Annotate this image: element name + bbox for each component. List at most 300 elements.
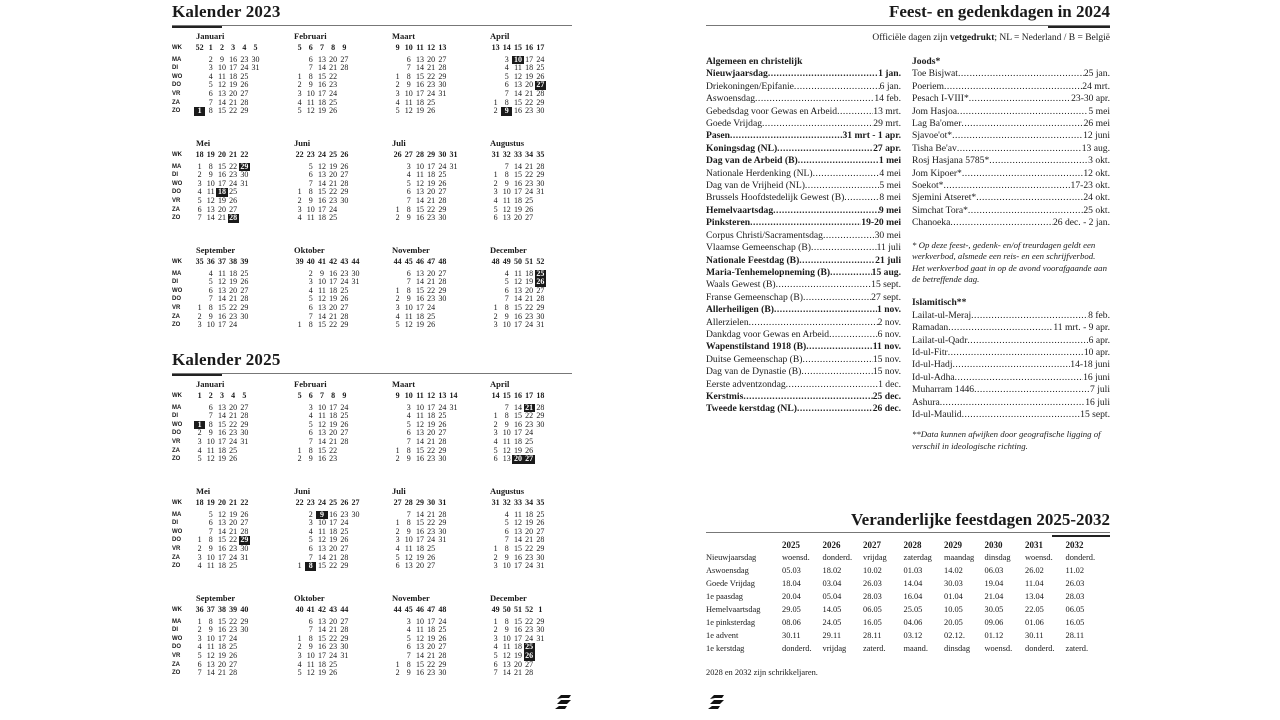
day-cell: 22 xyxy=(329,71,338,81)
day-cell: 3 xyxy=(406,616,411,626)
day-cell xyxy=(535,206,546,215)
day-cell xyxy=(350,321,361,330)
day-cell: 5 xyxy=(308,161,313,171)
day-cell: 10 xyxy=(415,161,424,171)
day-cell: 17 xyxy=(513,561,522,571)
day-cell xyxy=(490,64,501,73)
corner-cell xyxy=(706,538,782,551)
day-cell: 18 xyxy=(329,526,338,536)
day-cell: 30 xyxy=(438,668,447,678)
week-number: 4 xyxy=(231,391,236,400)
day-cell xyxy=(392,56,403,65)
table-cell: 14.04 xyxy=(903,579,923,588)
day-cell: 6 xyxy=(208,285,213,295)
day-cell: 9 xyxy=(504,552,509,562)
day-cell: 19 xyxy=(513,204,522,214)
week-number: 31 xyxy=(491,150,500,159)
day-cell: 24 xyxy=(340,402,349,412)
week-number: 18 xyxy=(536,391,545,400)
week-number: 3 xyxy=(231,43,236,52)
week-label: WK xyxy=(172,500,182,506)
day-cell: 6 xyxy=(197,659,202,669)
table-cell: 10.05 xyxy=(944,605,963,614)
day-cell: 17 xyxy=(217,320,226,330)
day-cell: 4 xyxy=(308,411,313,421)
day-cell: 24 xyxy=(438,402,447,412)
holiday-date: 4 mei xyxy=(879,167,901,179)
day-cells xyxy=(294,528,361,537)
day-cell xyxy=(194,278,205,287)
day-cell: 11 xyxy=(306,659,315,669)
day-cell: 3 xyxy=(308,402,313,412)
day-cell: 9 xyxy=(208,428,213,438)
day-cell: 26 xyxy=(240,509,249,519)
holiday-date: 21 juli xyxy=(875,254,901,266)
leader-dots xyxy=(944,81,1082,93)
day-cell: 4 xyxy=(395,97,400,107)
holiday-date: 23-30 apr. xyxy=(1071,93,1110,105)
week-number: 11 xyxy=(416,391,424,400)
table-cell: donderd. xyxy=(782,644,812,653)
day-cell xyxy=(490,81,501,90)
day-cell: 22 xyxy=(525,170,534,180)
day-cell: 16 xyxy=(415,213,424,223)
table-cell: 24.05 xyxy=(822,618,842,627)
day-cell: 14 xyxy=(317,63,326,73)
day-cell: 19 xyxy=(217,454,226,464)
day-cell: 13 xyxy=(206,659,215,669)
day-label: WO xyxy=(172,73,183,80)
week-number: 44 xyxy=(393,605,402,614)
day-cell: 10 xyxy=(317,518,326,528)
leader-dots xyxy=(823,230,875,242)
week-number: 37 xyxy=(217,257,226,266)
table-cell: 25.05 xyxy=(903,605,923,614)
month-name: Februari xyxy=(294,31,327,41)
day-cell: 3 xyxy=(208,63,213,73)
month-block xyxy=(294,246,392,330)
holiday-name: Sjavoe'ot* xyxy=(912,130,953,142)
week-number: 42 xyxy=(329,257,338,266)
table-cell: 29.11 xyxy=(822,631,842,640)
islamitisch-heading: Islamitisch** xyxy=(912,297,967,309)
day-cell: 11 xyxy=(404,97,413,107)
day-cell: 13 xyxy=(502,213,511,223)
holiday-item xyxy=(706,279,901,291)
week-number: 41 xyxy=(317,257,326,266)
day-cell: 11 xyxy=(318,285,326,295)
month-block xyxy=(172,32,270,116)
day-cell: 13 xyxy=(502,454,511,464)
week-number: 8 xyxy=(331,391,336,400)
holiday-item xyxy=(706,192,901,204)
week-number-row xyxy=(294,258,392,267)
day-cell: 30 xyxy=(340,195,349,205)
day-cell: 27 xyxy=(229,659,238,669)
day-cell: 15 xyxy=(217,419,226,429)
holiday-item xyxy=(706,205,901,217)
day-cell: 9 xyxy=(504,625,509,635)
day-row xyxy=(490,107,588,116)
day-cells xyxy=(194,499,250,508)
holiday-name: Id-ul-Fitr xyxy=(912,346,948,358)
day-label: DO xyxy=(172,537,181,544)
day-row xyxy=(490,321,588,330)
day-label: DI xyxy=(172,172,178,179)
day-cell: 17 xyxy=(317,204,326,214)
day-cell: 26 xyxy=(340,535,349,545)
day-cell: 17 xyxy=(217,633,226,643)
holiday-item xyxy=(706,81,901,93)
day-cell: 1 xyxy=(297,633,302,643)
day-cell: 21 xyxy=(229,526,238,536)
day-cell: 22 xyxy=(427,71,436,81)
day-cell: 31 xyxy=(536,187,545,197)
week-number: 31 xyxy=(449,150,458,159)
day-cell: 21 xyxy=(525,294,534,304)
week-number: 40 xyxy=(306,257,315,266)
day-label: DO xyxy=(172,296,181,303)
day-cell: 22 xyxy=(427,659,436,669)
day-cell: 29 xyxy=(536,97,545,107)
day-cell: 28 xyxy=(340,625,349,635)
day-cell: 4 xyxy=(297,213,302,223)
day-cell: 15 xyxy=(317,71,326,81)
week-number: 38 xyxy=(229,257,238,266)
week-number: 12 xyxy=(427,391,436,400)
day-cell: 10 xyxy=(502,428,511,438)
day-cell xyxy=(490,287,501,296)
month-name: November xyxy=(392,245,430,255)
day-cell xyxy=(239,321,250,330)
day-cell: 20 xyxy=(329,302,338,312)
week-number-row xyxy=(294,606,392,615)
day-cell: 27 xyxy=(525,213,534,223)
holiday-item xyxy=(706,168,901,180)
table-cell: 04.06 xyxy=(903,618,923,627)
day-cell xyxy=(448,214,459,223)
day-cell: 18 xyxy=(229,71,238,81)
day-cell: 24 xyxy=(229,320,238,330)
day-cell xyxy=(350,528,361,537)
day-cell: 9 xyxy=(208,543,213,553)
day-cell: 17 xyxy=(513,187,522,197)
holiday-name: Tweede kerstdag (NL) xyxy=(706,403,797,415)
day-cell: 5 xyxy=(208,80,213,90)
day-cell xyxy=(339,455,350,464)
week-number: 18 xyxy=(195,498,204,507)
day-cell: 21 xyxy=(229,294,238,304)
day-cell: 24 xyxy=(438,161,447,171)
holiday-name: Lag Ba'omer xyxy=(912,118,962,130)
holiday-date: 12 juni xyxy=(1083,130,1110,142)
day-cell xyxy=(350,313,361,322)
day-cell: 29 xyxy=(536,616,545,626)
week-number: 9 xyxy=(342,43,347,52)
day-cell xyxy=(250,73,261,82)
holiday-item xyxy=(706,230,901,242)
week-number: 27 xyxy=(404,150,413,159)
day-cell: 26 xyxy=(438,419,447,429)
week-number: 35 xyxy=(536,498,545,507)
day-cell: 7 xyxy=(493,668,498,678)
day-cell: 23 xyxy=(329,454,338,464)
day-cell: 11 xyxy=(502,436,511,446)
month-name: Mei xyxy=(196,138,211,148)
brand-logo-icon xyxy=(708,694,726,710)
week-number: 4 xyxy=(242,43,247,52)
day-cell: 5 xyxy=(406,419,411,429)
day-cell: 29 xyxy=(240,302,249,312)
day-cell: 27 xyxy=(340,302,349,312)
day-cell: 1 xyxy=(197,535,202,545)
day-cell: 14 xyxy=(415,63,424,73)
week-number: 9 xyxy=(395,391,400,400)
kalender-2025-title: Kalender 2025 xyxy=(172,350,572,374)
day-label: VR xyxy=(172,545,181,552)
day-cell: 11 xyxy=(306,97,315,107)
day-cell: 21 xyxy=(217,213,226,223)
day-cell: 13 xyxy=(513,80,522,90)
day-cell: 6 xyxy=(406,268,411,278)
day-cell: 10 xyxy=(206,320,215,330)
day-cell: 28 xyxy=(536,294,545,304)
day-cell: 27 xyxy=(525,454,534,464)
day-cell: 25 xyxy=(340,526,349,536)
day-cell xyxy=(392,180,403,189)
day-cell xyxy=(535,447,546,456)
day-cell: 10 xyxy=(502,187,511,197)
day-label: WO xyxy=(172,528,183,535)
day-cell: 30 xyxy=(536,106,545,116)
week-number: 47 xyxy=(427,605,436,614)
day-cell: 16 xyxy=(317,454,326,464)
holiday-item xyxy=(912,81,1110,93)
day-cells xyxy=(392,107,448,116)
leader-dots xyxy=(969,93,1071,105)
holiday-date: 2 nov. xyxy=(877,316,901,328)
joods-list xyxy=(912,56,1110,452)
day-row xyxy=(490,669,588,678)
day-cell: 9 xyxy=(504,311,509,321)
day-cell: 12 xyxy=(502,445,511,455)
day-cell: 6 xyxy=(208,518,213,528)
day-cell: 11 xyxy=(404,311,413,321)
right-page xyxy=(706,0,1110,720)
day-cell: 28 xyxy=(229,668,238,678)
day-cells xyxy=(294,44,350,53)
leader-dots xyxy=(786,379,878,391)
day-cell: 6 xyxy=(406,187,411,197)
table-cell: vrijdag xyxy=(863,553,887,562)
day-cell: 16 xyxy=(415,526,424,536)
day-cell xyxy=(239,197,250,206)
day-cell: 14 xyxy=(513,88,522,98)
row-label: Aswoensdag xyxy=(706,566,749,575)
day-cell: 7 xyxy=(197,668,202,678)
day-cell xyxy=(239,188,250,197)
leader-dots xyxy=(797,403,873,415)
algemeen-heading: Algemeen en christelijk xyxy=(706,56,803,67)
day-cell: 30 xyxy=(438,526,447,536)
week-number-row xyxy=(490,606,588,615)
day-cell: 4 xyxy=(504,509,509,519)
table-cell: 05.04 xyxy=(822,592,842,601)
holiday-item xyxy=(706,317,901,329)
day-cell: 1 xyxy=(395,518,400,528)
day-cell: 19 xyxy=(329,535,338,545)
day-cell: 2 xyxy=(493,625,498,635)
table-cell: 14.02 xyxy=(944,566,963,575)
day-cell: 23 xyxy=(427,213,436,223)
holiday-name: Brussels Hoofdstedelijk Gewest (B) xyxy=(706,192,845,204)
day-cell: 30 xyxy=(240,170,249,180)
day-cell: 25 xyxy=(525,436,534,446)
day-cell: 23 xyxy=(229,311,238,321)
day-cell xyxy=(448,412,459,421)
day-row xyxy=(172,669,270,678)
holiday-name: Dag van de Arbeid (B) xyxy=(706,155,798,167)
day-cell: 6 xyxy=(493,659,498,669)
day-cell: 20 xyxy=(525,80,534,90)
day-cell: 16 xyxy=(415,454,424,464)
day-cell: 29 xyxy=(536,170,545,180)
day-cell: 21 xyxy=(329,311,338,321)
leader-dots xyxy=(806,341,873,353)
day-cell: 6 xyxy=(197,204,202,214)
day-label: DI xyxy=(172,627,178,634)
day-cell: 16 xyxy=(415,668,424,678)
week-number: 10 xyxy=(404,43,413,52)
day-cell: 3 xyxy=(197,633,202,643)
day-cell: 9 xyxy=(316,511,327,520)
day-cell: 15 xyxy=(513,170,522,180)
holiday-date: 16 juli xyxy=(1085,396,1110,408)
day-cell: 15 xyxy=(217,106,226,116)
day-cell: 2 xyxy=(197,170,202,180)
week-number: 43 xyxy=(329,605,338,614)
day-cell: 19 xyxy=(525,71,534,81)
table-cell: dinsdag xyxy=(984,553,1011,562)
day-cell: 3 xyxy=(493,320,498,330)
day-row xyxy=(294,562,392,571)
day-cell: 17 xyxy=(513,633,522,643)
week-number: 3 xyxy=(219,391,224,400)
day-cell xyxy=(392,188,403,197)
holiday-date: 5 mei xyxy=(1088,105,1110,117)
week-number: 17 xyxy=(525,391,534,400)
day-label: DO xyxy=(172,644,181,651)
day-cell xyxy=(392,635,403,644)
day-cell: 6 xyxy=(406,428,411,438)
day-cell: 7 xyxy=(208,526,213,536)
table-cell: dinsdag xyxy=(944,644,971,653)
day-cell: 5 xyxy=(406,633,411,643)
day-cell: 8 xyxy=(504,616,509,626)
holiday-item xyxy=(912,322,1110,334)
holiday-item xyxy=(912,384,1110,396)
day-cells xyxy=(490,151,546,160)
holiday-date: 14 feb. xyxy=(874,93,901,105)
week-number: 38 xyxy=(217,605,226,614)
holiday-name: Dag van de Vrijheid (NL) xyxy=(706,180,805,192)
day-cell: 6 xyxy=(395,561,400,571)
day-cells xyxy=(392,669,448,678)
day-cell xyxy=(239,635,250,644)
day-cell: 4 xyxy=(395,543,400,553)
day-cell: 9 xyxy=(406,294,411,304)
day-cell: 15 xyxy=(513,616,522,626)
day-cell: 18 xyxy=(525,509,534,519)
day-cell: 29 xyxy=(438,204,447,214)
day-cell: 16 xyxy=(317,642,326,652)
leader-dots xyxy=(953,359,1071,371)
day-cell: 4 xyxy=(395,311,400,321)
day-cell: 4 xyxy=(493,642,498,652)
month-name: December xyxy=(490,593,527,603)
week-number-row xyxy=(294,499,392,508)
holiday-name: Koningsdag (NL) xyxy=(706,142,778,154)
day-cell: 17 xyxy=(427,161,436,171)
day-cell: 12 xyxy=(415,178,424,188)
day-cell: 29 xyxy=(340,320,349,330)
week-number: 36 xyxy=(195,605,204,614)
day-cell xyxy=(294,528,305,537)
day-cell: 28 xyxy=(525,668,534,678)
week-number: 26 xyxy=(393,150,402,159)
holiday-name: Waals Gewest (B) xyxy=(706,279,776,291)
leader-dots xyxy=(968,205,1083,217)
day-cell: 4 xyxy=(308,285,313,295)
day-cells xyxy=(194,90,261,99)
day-cell: 27 xyxy=(536,80,545,90)
week-number-row xyxy=(392,606,490,615)
holiday-date: 17-23 okt. xyxy=(1070,180,1110,192)
holiday-name: Pasen xyxy=(706,130,730,142)
day-cell: 3 xyxy=(504,54,509,64)
day-cells xyxy=(392,188,459,197)
day-cell: 21 xyxy=(329,552,338,562)
day-cell: 3 xyxy=(297,88,302,98)
day-cell: 25 xyxy=(525,642,534,652)
week-number: 19 xyxy=(206,150,215,159)
day-cell: 10 xyxy=(502,561,511,571)
day-cell: 20 xyxy=(217,204,226,214)
month-name: Januari xyxy=(196,379,225,389)
day-row xyxy=(294,669,392,678)
leader-dots xyxy=(962,168,1084,180)
day-cell: 19 xyxy=(415,552,424,562)
day-cell: 24 xyxy=(525,561,534,571)
table-cell: zaterd. xyxy=(863,644,886,653)
day-label: ZO xyxy=(172,215,181,222)
day-cell: 8 xyxy=(406,518,411,528)
table-cell: maandag xyxy=(944,553,975,562)
leader-dots xyxy=(776,279,872,291)
day-cell: 15 xyxy=(513,97,522,107)
day-cell: 19 xyxy=(317,668,326,678)
day-cell: 6 xyxy=(406,642,411,652)
day-cells xyxy=(392,606,448,615)
table-cell: 18.04 xyxy=(782,579,801,588)
week-number: 44 xyxy=(340,605,349,614)
day-cell: 28 xyxy=(340,63,349,73)
day-cell: 28 xyxy=(340,552,349,562)
month-name: Januari xyxy=(196,31,225,41)
week-number-row xyxy=(294,392,392,401)
leader-dots xyxy=(768,68,878,80)
day-cell: 18 xyxy=(415,543,424,553)
